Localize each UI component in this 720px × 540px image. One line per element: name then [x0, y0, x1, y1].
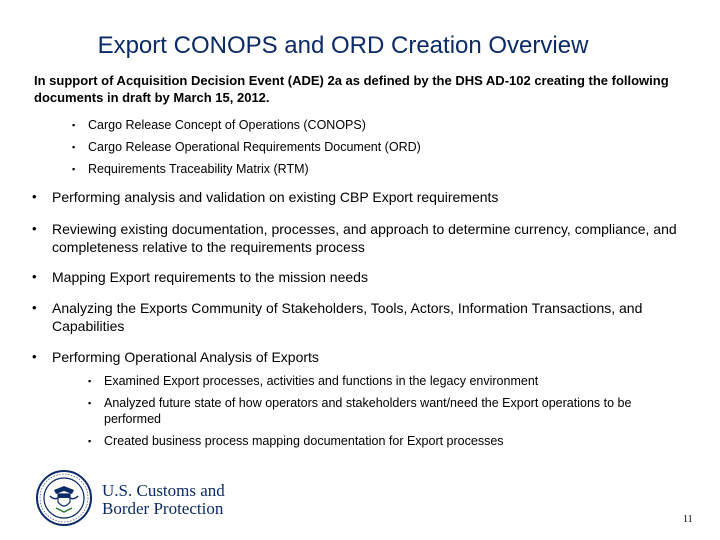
operational-subitem — [88, 395, 689, 427]
bullet-icon: • — [32, 269, 37, 284]
intro-text: In support of Acquisition Decision Event (ADE) 2a as defined by the DHS AD-102 creating the following documents in draft by March 15, 2012. — [34, 73, 669, 105]
bullet-item-label: Performing analysis and validation on existing CBP Export requirements — [52, 189, 499, 205]
operational-subitem-label: Examined Export processes, activities and functions in the legacy environment — [104, 374, 539, 388]
document-item — [72, 117, 688, 133]
agency-wordmark-line2: Border Protection — [102, 499, 224, 518]
bullet-icon: • — [32, 189, 37, 204]
bullet-item-label: Mapping Export requirements to the mission needs — [52, 269, 368, 285]
page-number: 11 — [683, 514, 693, 525]
bullet-item — [32, 220, 682, 256]
operational-subitem — [88, 373, 689, 389]
document-item-label: Cargo Release Concept of Operations (CONOPS) — [88, 118, 366, 132]
bullet-item-label: Analyzing the Exports Community of Stakeholders, Tools, Actors, Information Transactions, and Capabilities — [52, 300, 643, 334]
operational-subitem-label: Analyzed future state of how operators and stakeholders want/need the Export operations to be performed — [104, 396, 632, 426]
document-item — [72, 161, 688, 177]
square-bullet-icon: ▪ — [88, 376, 92, 386]
document-item-label: Requirements Traceability Matrix (RTM) — [88, 162, 309, 176]
document-item — [72, 139, 688, 155]
operational-subitem-label: Created business process mapping documentation for Export processes — [104, 434, 504, 448]
bullet-item — [32, 268, 682, 286]
square-bullet-icon: ▪ — [72, 164, 76, 174]
square-bullet-icon: ▪ — [72, 120, 76, 130]
bullet-icon: • — [32, 349, 37, 364]
slide-title: Export CONOPS and ORD Creation Overview — [97, 32, 589, 59]
square-bullet-icon: ▪ — [72, 142, 76, 152]
agency-wordmark-line1: U.S. Customs and — [102, 481, 225, 500]
square-bullet-icon: ▪ — [88, 398, 92, 408]
bullet-item — [32, 299, 682, 335]
bullet-item-label: Performing Operational Analysis of Exports — [52, 349, 319, 365]
document-item-label: Cargo Release Operational Requirements Document (ORD) — [88, 140, 421, 154]
square-bullet-icon: ▪ — [88, 436, 92, 446]
bullet-item — [32, 348, 682, 366]
operational-subitem — [88, 433, 689, 449]
bullet-icon: • — [32, 221, 37, 236]
bullet-item — [32, 188, 682, 206]
agency-wordmark — [102, 482, 225, 518]
dhs-seal-icon — [36, 470, 92, 526]
bullet-icon: • — [32, 300, 37, 315]
bullet-item-label: Reviewing existing documentation, processes, and approach to determine currency, compliance, and completeness relative to the requirements process — [52, 221, 677, 255]
